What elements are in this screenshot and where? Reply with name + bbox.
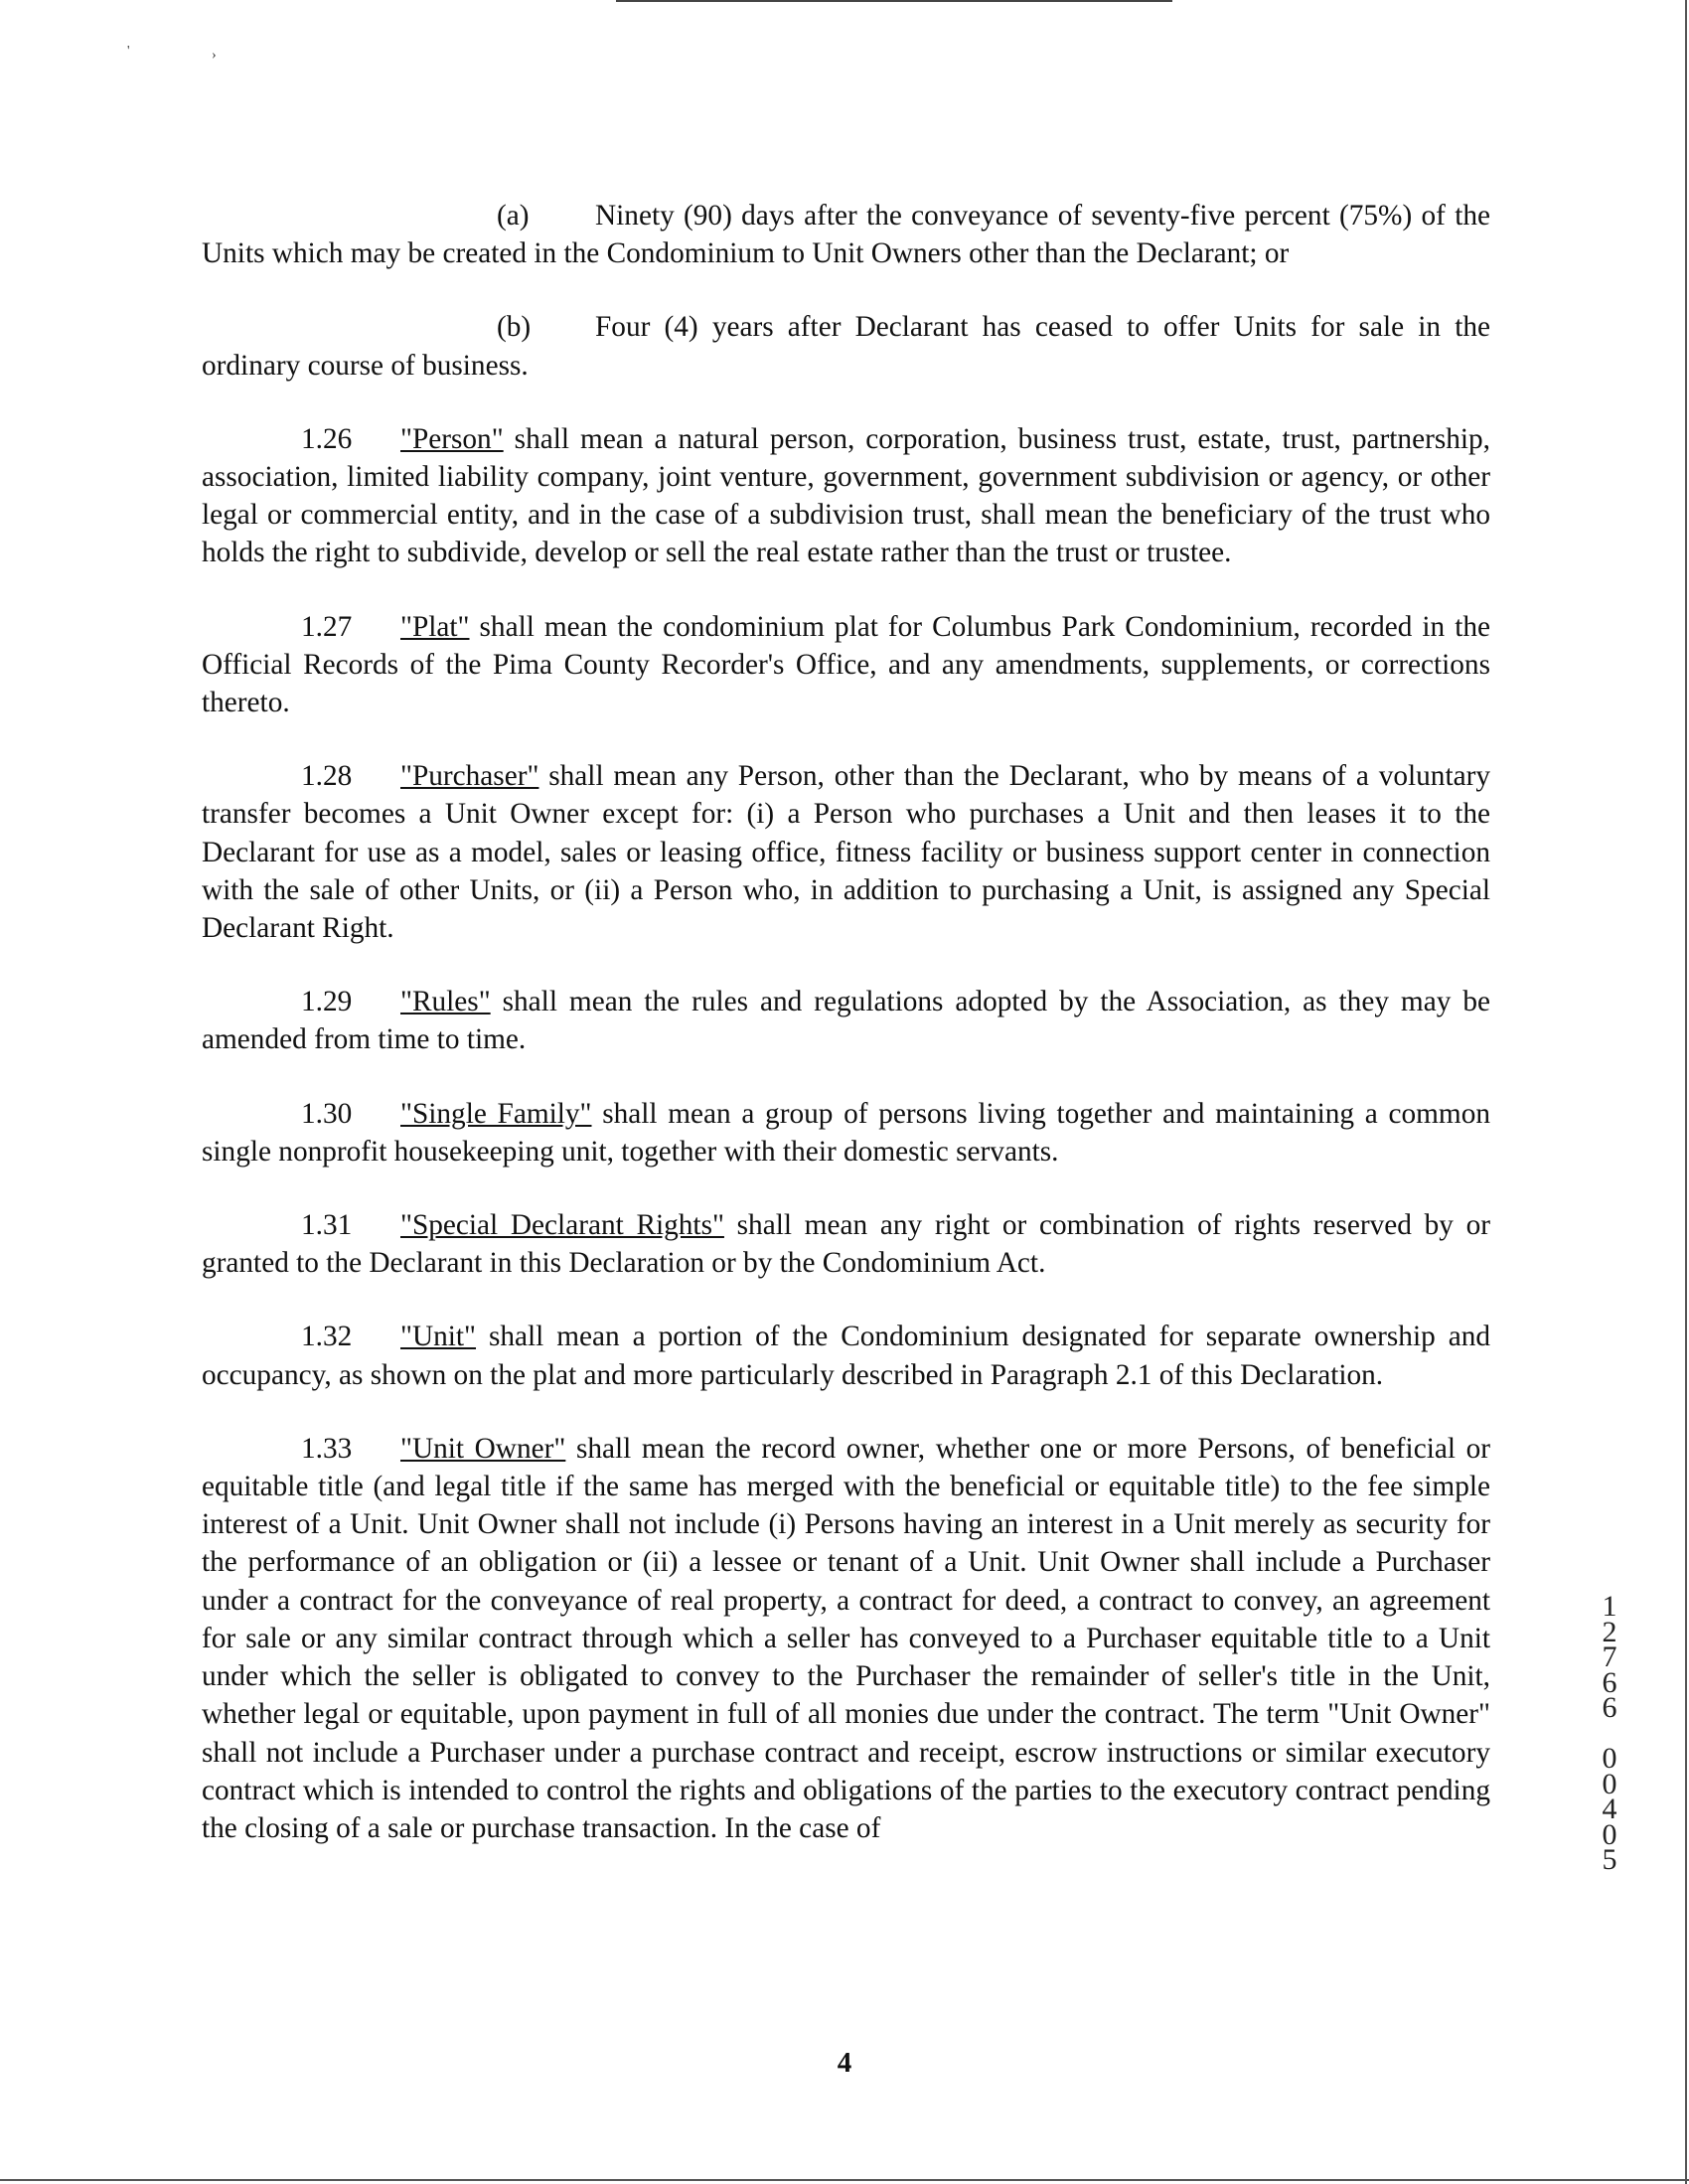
definition-1-27 xyxy=(202,608,1490,722)
document-body xyxy=(202,197,1490,1883)
definition-1-33 xyxy=(202,1430,1490,1847)
definition-text: shall mean the rules and regulations adopted by the Association, as they may be amended from time to time. xyxy=(202,986,1490,1056)
bottom-edge-rule xyxy=(0,2179,1689,2181)
scan-speck-right: › xyxy=(212,48,217,63)
defined-term: "Plat" xyxy=(400,610,470,643)
defined-term: "Rules" xyxy=(400,986,491,1018)
definition-1-31 xyxy=(202,1206,1490,1282)
defined-term: "Person" xyxy=(400,422,504,455)
scan-speck-left: ' xyxy=(127,44,130,59)
page-number: 4 xyxy=(837,2047,852,2079)
right-edge-rule xyxy=(1685,0,1687,2184)
section-number: 1.29 xyxy=(301,986,353,1018)
subparagraph-label: (a) xyxy=(497,200,530,232)
section-number: 1.31 xyxy=(301,1209,353,1242)
section-number: 1.28 xyxy=(301,760,353,793)
recording-number: 1 2 7 6 6 0 0 4 0 5 xyxy=(1602,1590,1617,1876)
subparagraph-text: Four (4) years after Declarant has ceased to offer Units for sale in the ordinary course of business. xyxy=(202,311,1490,382)
definition-text: shall mean the condominium plat for Columbus Park Condominium, recorded in the Official Records of the Pima County Recorder's Office, and any amendments, supplements, or corrections thereto. xyxy=(202,610,1490,719)
top-edge-rule xyxy=(616,0,1172,2)
definition-1-32 xyxy=(202,1318,1490,1393)
section-number: 1.30 xyxy=(301,1097,353,1130)
definition-1-28 xyxy=(202,757,1490,947)
subparagraph-b xyxy=(202,308,1490,384)
defined-term: "Single Family" xyxy=(400,1097,592,1130)
definition-1-30 xyxy=(202,1095,1490,1170)
section-number: 1.26 xyxy=(301,422,353,455)
section-number: 1.27 xyxy=(301,610,353,643)
defined-term: "Purchaser" xyxy=(400,760,539,793)
definition-text: shall mean a portion of the Condominium designated for separate ownership and occupancy, as shown on the plat and more particularly described in Paragraph 2.1 of this Declaration. xyxy=(202,1321,1490,1391)
definition-1-29 xyxy=(202,983,1490,1058)
definition-text: shall mean a natural person, corporation, business trust, estate, trust, partnership, association, limited liability company, joint venture, government, government subdivision or agency, or other legal or commercial entity, and in the case of a subdivision trust, shall mean the beneficiary of the trust who holds the right to subdivide, develop or sell the real estate rather than the trust or trustee. xyxy=(202,422,1490,569)
definition-text: shall mean any Person, other than the Declarant, who by means of a voluntary transfer becomes a Unit Owner except for: (i) a Person who purchases a Unit and then leases it to the Declarant for use as a model, sales or leasing office, fitness facility or business support center in connection with the sale of other Units, or (ii) a Person who, in addition to purchasing a Unit, is assigned any Special Declarant Right. xyxy=(202,760,1490,945)
defined-term: "Unit" xyxy=(400,1321,477,1353)
subparagraph-label: (b) xyxy=(497,311,532,344)
subparagraph-a xyxy=(202,197,1490,272)
definition-1-26 xyxy=(202,420,1490,572)
definition-text: shall mean the record owner, whether one or more Persons, of beneficial or equitable title (and legal title if the same has merged with the beneficial or equitable title) to the fee simple interest of a Unit. Unit Owner shall not include (i) Persons having an interest in a Unit merely as security for the performance of an obligation or (ii) a lessee or tenant of a Unit. Unit Owner shall include a Purchaser under a contract for the conveyance of real property, a contract for deed, a contract to convey, an agreement for sale or any similar contract through which a seller has conveyed to a Purchaser equitable title to a Unit under which the seller is obligated to convey to the Purchaser the remainder of seller's title in the Unit, whether legal or equitable, upon payment in full of all monies due under the contract. The term "Unit Owner" shall not include a Purchaser under a purchase contract and receipt, escrow instructions or similar executory contract which is intended to control the rights and obligations of the parties to the executory contract pending the closing of a sale or purchase transaction. In the case of xyxy=(202,1432,1490,1844)
defined-term: "Special Declarant Rights" xyxy=(400,1209,724,1242)
defined-term: "Unit Owner" xyxy=(400,1432,566,1465)
definition-text: shall mean a group of persons living together and maintaining a common single nonprofit housekeeping unit, together with their domestic servants. xyxy=(202,1097,1490,1168)
definition-text: shall mean any right or combination of rights reserved by or granted to the Declarant in this Declaration or by the Condominium Act. xyxy=(202,1209,1490,1280)
subparagraph-text: Ninety (90) days after the conveyance of seventy-five percent (75%) of the Units which may be created in the Condominium to Unit Owners other than the Declarant; or xyxy=(202,200,1490,270)
section-number: 1.33 xyxy=(301,1432,353,1465)
section-number: 1.32 xyxy=(301,1321,353,1353)
